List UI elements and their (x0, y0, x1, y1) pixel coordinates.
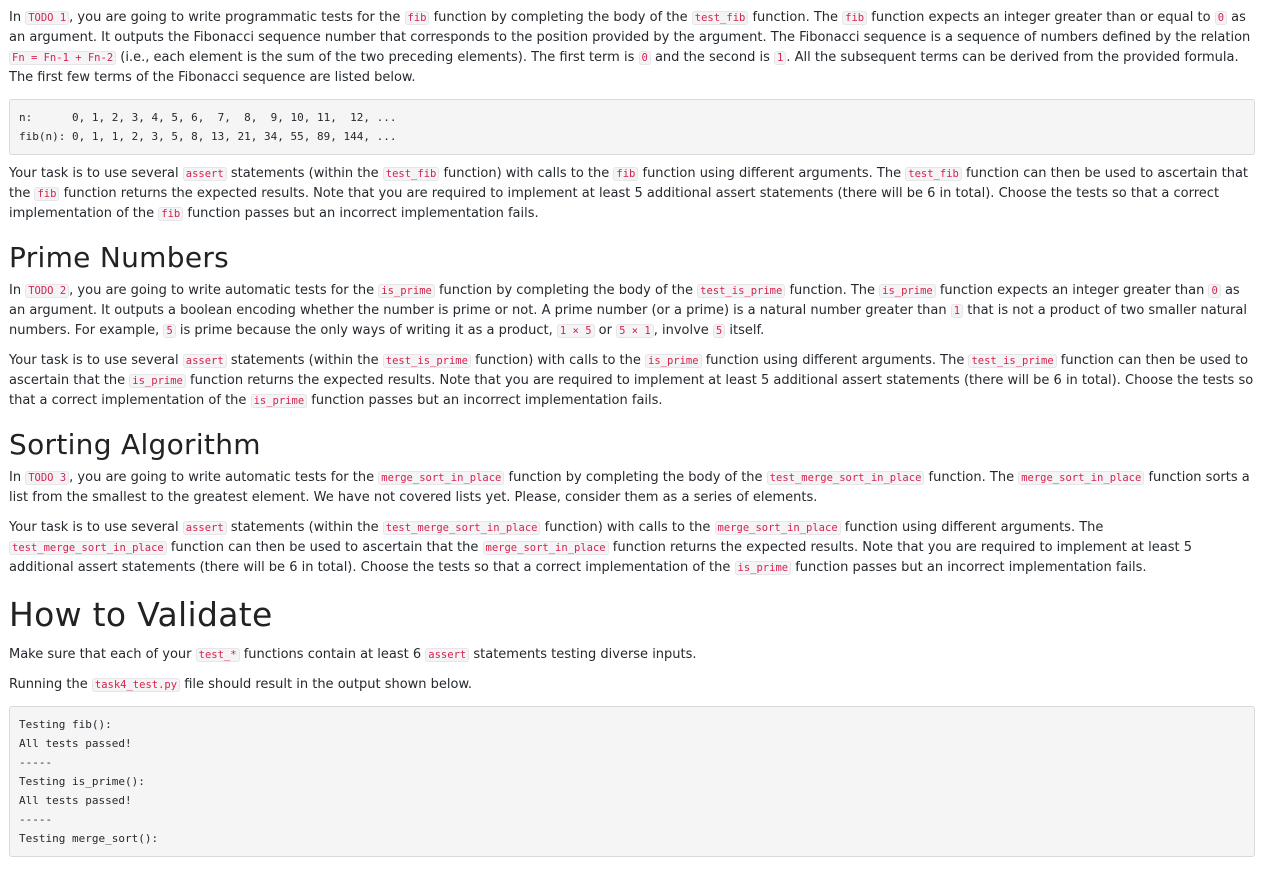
validate-paragraph-1: Make sure that each of your test_* functions contain at least 6 assert statements testing diverse inputs. (9, 647, 697, 662)
fib-task-paragraph: Your task is to use several assert statements (within the test_fib function) with calls to the fib function using different arguments. The test_fib function can then be used to ascertain that the fib function returns the expected results. Note that you are required to implement at least 5 additional assert statements (there will be 6 in total). Choose the tests so that a correct implementation of the fib function passes but an incorrect implementation fails. (9, 166, 1249, 221)
inline-code: test_merge_sort_in_place (9, 541, 167, 555)
inline-code: task4_test.py (92, 678, 180, 692)
prime-task-paragraph: Your task is to use several assert statements (within the test_is_prime function) with calls to the is_prime function using different arguments. The test_is_prime function can then be used to ascertain that the is_prime function returns the expected results. Note that you are required to implement at least 5 additional assert statements (there will be 6 in total). Choose the tests so that a correct implementation of the is_prime function passes but an incorrect implementation fails. (9, 353, 1254, 408)
sorting-task-paragraph: Your task is to use several assert statements (within the test_merge_sort_in_place function) with calls to the merge_sort_in_place function using different arguments. The test_merge_sort_in_place function can then be used to ascertain that the merge_sort_in_place function returns the expected results. Note that you are required to implement at least 5 additional assert statements (there will be 6 in total). Choose the tests so that a correct implementation of the is_prime function passes but an incorrect implementation fails. (9, 520, 1192, 575)
inline-code: 0 (639, 51, 651, 65)
inline-code: 5 (163, 324, 175, 338)
document (0, 8, 1264, 857)
inline-code: fib (842, 11, 867, 25)
inline-code: test_is_prime (968, 354, 1056, 368)
inline-code: 0 (1215, 11, 1227, 25)
prime-intro-paragraph: In TODO 2 , you are going to write automatic tests for the is_prime function by completing the body of the test_is_prime function. The is_prime function expects an integer greater than 0 as an argument. It outputs a boolean encoding whether the number is prime or not. A prime number (or a prime) is a natural number greater than 1 that is not a product of two smaller natural numbers. For example, 5 is prime because the only ways of writing it as a product, 1 × 5 or 5 × 1 , involve 5 itself. (9, 283, 1247, 338)
inline-code: 1 × 5 (557, 324, 595, 338)
inline-code: fib (158, 207, 183, 221)
how-to-validate-heading: How to Validate (9, 595, 273, 634)
inline-code: is_prime (129, 374, 186, 388)
inline-code: test_fib (692, 11, 749, 25)
inline-code: merge_sort_in_place (483, 541, 609, 555)
inline-code: is_prime (735, 561, 792, 575)
inline-code: 1 (774, 51, 786, 65)
inline-code: merge_sort_in_place (1018, 471, 1144, 485)
inline-code: is_prime (879, 284, 936, 298)
inline-code: fib (405, 11, 430, 25)
inline-code: TODO 1 (25, 11, 69, 25)
inline-code: is_prime (251, 394, 308, 408)
fib-intro-paragraph: In TODO 1 , you are going to write programmatic tests for the fib function by completing the body of the test_fib function. The fib function expects an integer greater than or equal to 0 as an argument. It outputs the Fibonacci sequence number that corresponds to the position provided by the argument. The Fibonacci sequence is a sequence of numbers defined by the relation Fn = Fn-1 + Fn-2 (i.e., each element is the sum of the two preceding elements). The first term is 0 and the second is 1 . All the subsequent terms can be derived from the provided formula. The first few terms of the Fibonacci sequence are listed below. (9, 10, 1251, 85)
inline-code: is_prime (645, 354, 702, 368)
inline-code: test_merge_sort_in_place (767, 471, 925, 485)
expected-output-code-block: Testing fib(): All tests passed! ----- Testing is_prime(): All tests passed! ----- Testing merge_sort(): (9, 706, 1255, 857)
prime-numbers-heading: Prime Numbers (9, 241, 230, 274)
inline-code: test_* (196, 648, 240, 662)
inline-code: assert (183, 167, 227, 181)
inline-code: TODO 2 (25, 284, 69, 298)
inline-code: 1 (951, 304, 963, 318)
inline-code: test_fib (905, 167, 962, 181)
inline-code: test_is_prime (383, 354, 471, 368)
inline-code: Fn = Fn-1 + Fn-2 (9, 51, 116, 65)
inline-code: test_is_prime (697, 284, 785, 298)
inline-code: fib (34, 187, 59, 201)
inline-code: fib (613, 167, 638, 181)
sorting-intro-paragraph: In TODO 3 , you are going to write automatic tests for the merge_sort_in_place function by completing the body of the test_merge_sort_in_place function. The merge_sort_in_place function sorts a list from the smallest to the greatest element. We have not covered lists yet. Please, consider them as a series of elements. (9, 470, 1250, 505)
inline-code: test_merge_sort_in_place (383, 521, 541, 535)
inline-code: assert (425, 648, 469, 662)
inline-code: 5 (713, 324, 725, 338)
inline-code: is_prime (378, 284, 435, 298)
inline-code: TODO 3 (25, 471, 69, 485)
fibonacci-table-code-block: n: 0, 1, 2, 3, 4, 5, 6, 7, 8, 9, 10, 11, 12, ... fib(n): 0, 1, 1, 2, 3, 5, 8, 13, 21, 34, 55, 89, 144, ... (9, 99, 1255, 155)
inline-code: test_fib (383, 167, 440, 181)
inline-code: 5 × 1 (616, 324, 654, 338)
sorting-algorithm-heading: Sorting Algorithm (9, 428, 261, 461)
inline-code: assert (183, 521, 227, 535)
validate-paragraph-2: Running the task4_test.py file should result in the output shown below. (9, 677, 473, 692)
inline-code: merge_sort_in_place (715, 521, 841, 535)
inline-code: assert (183, 354, 227, 368)
inline-code: merge_sort_in_place (378, 471, 504, 485)
inline-code: 0 (1208, 284, 1220, 298)
